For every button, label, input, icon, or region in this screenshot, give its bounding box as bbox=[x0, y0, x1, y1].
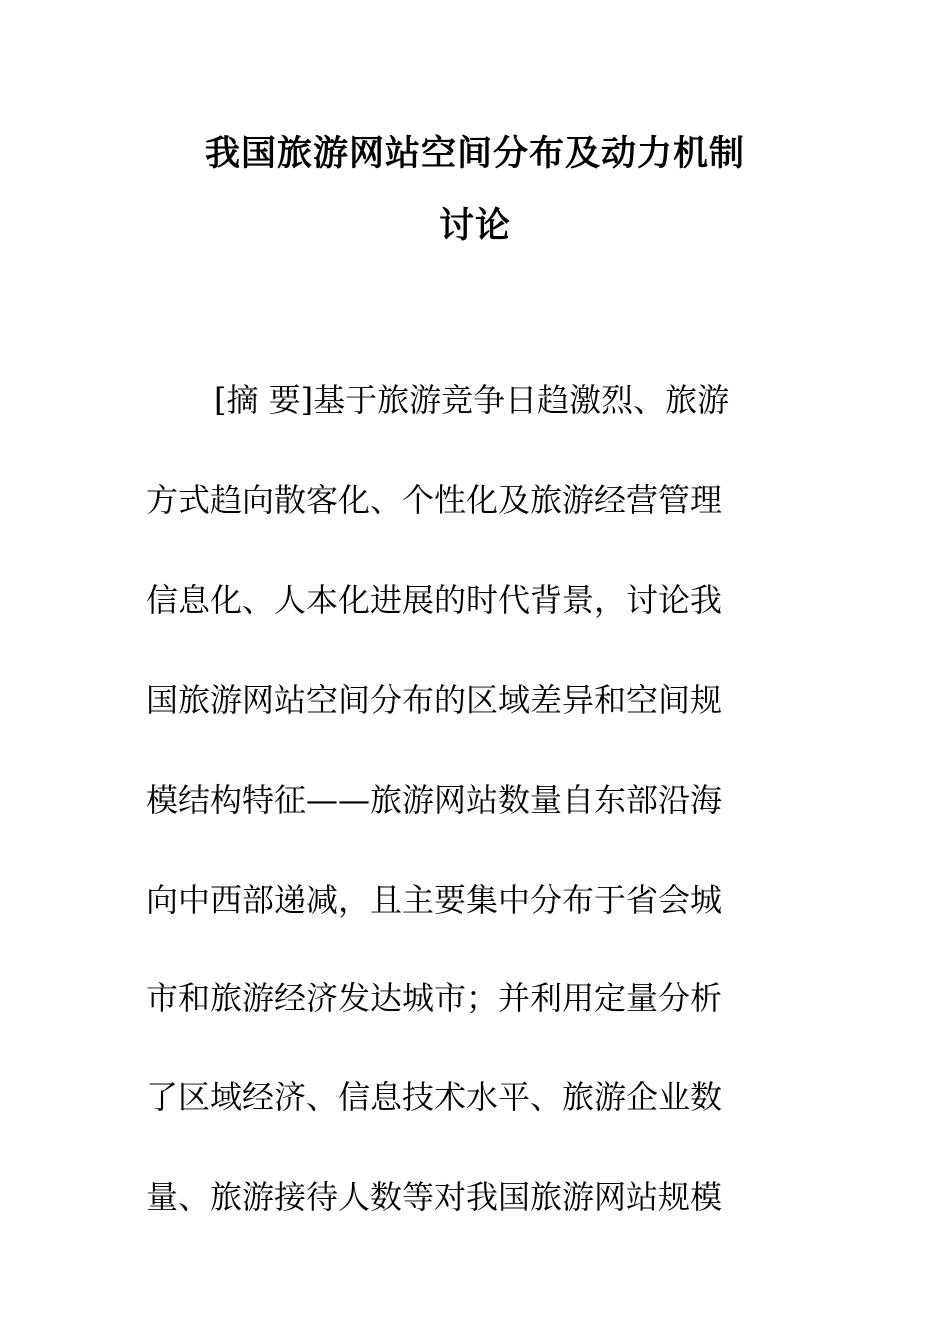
abstract-line-8: 了区域经济、信息技术水平、旅游企业数 bbox=[146, 1078, 723, 1116]
document-title-line-2: 讨论 bbox=[438, 206, 511, 246]
abstract-line-3: 信息化、人本化进展的时代背景，讨论我 bbox=[146, 581, 723, 619]
abstract-line-9: 量、旅游接待人数等对我国旅游网站规模 bbox=[146, 1178, 723, 1216]
document-title-line-1: 我国旅游网站空间分布及动力机制 bbox=[204, 134, 745, 174]
abstract-line-6: 向中西部递减，且主要集中分布于省会城 bbox=[146, 881, 723, 919]
abstract-line-5: 模结构特征——旅游网站数量自东部沿海 bbox=[146, 781, 723, 819]
abstract-line-4: 国旅游网站空间分布的区域差异和空间规 bbox=[146, 681, 723, 719]
abstract-line-2: 方式趋向散客化、个性化及旅游经营管理 bbox=[146, 481, 723, 519]
abstract-line-1: [摘 要]基于旅游竞争日趋激烈、旅游 bbox=[214, 381, 730, 419]
abstract-line-7: 市和旅游经济发达城市；并利用定量分析 bbox=[146, 979, 723, 1017]
